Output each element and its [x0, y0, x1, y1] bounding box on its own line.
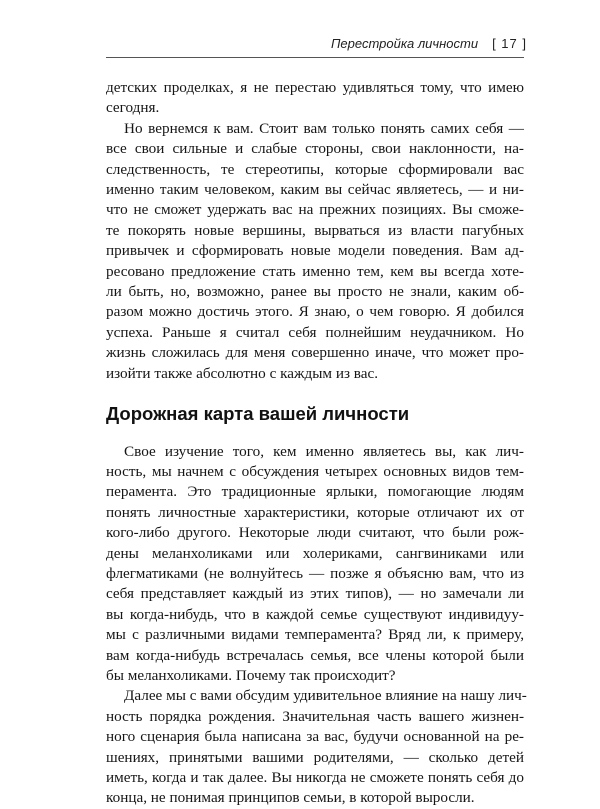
text-line: бы меланхоликами. Почему так происходит? — [106, 666, 396, 684]
paragraph — [106, 119, 524, 384]
text-line: конца, не понимая принципов семьи, в которой выросли. — [106, 789, 475, 807]
text-line: ного сценария была написана за вас, будучи основанной на ре- — [106, 728, 524, 746]
text-line: привычек и сформировать новые модели поведения. Вам ад- — [106, 242, 524, 260]
text-line: сегодня. — [106, 99, 160, 117]
text-line: вам когда-нибудь встречалась семья, все члены которой были — [106, 646, 524, 664]
text-line: перамента. Это традиционные ярлыки, помогающие людям — [106, 483, 524, 501]
section-heading: Дорожная карта вашей личности — [106, 403, 410, 425]
running-head — [331, 36, 527, 51]
text-line: разом можно достичь этого. Я знаю, о чем говорю. Я добился — [106, 303, 524, 321]
text-line: ность порядка рождения. Значительная часть вашего жизнен- — [106, 707, 524, 725]
text-line: успеха. Раньше я считал себя полнейшим неудачником. Но — [106, 323, 524, 341]
text-line: что не сможет удержать вас на прежних позициях. Вы сможе- — [106, 201, 524, 219]
paragraph — [106, 442, 524, 687]
text-line: следственность, те стереотипы, которые сформировали вас — [106, 160, 524, 178]
text-line: ность, мы начнем с обсуждения четырех основных видов тем- — [106, 462, 524, 480]
text-line: флегматиками (не волнуйтесь — позже я объясню вам, что из — [106, 564, 524, 582]
text-line: мы с различными видами темперамента? Вряд ли, к примеру, — [106, 626, 524, 644]
text-line: иметь, когда и так далее. Вы никогда не сможете понять себя до — [106, 769, 524, 786]
page-number: [ 17 ] — [492, 36, 527, 51]
text-line: жизнь сложилась для меня совершенно иначе, что может про- — [106, 344, 524, 362]
text-line: ресовано предложение стать именно тем, кем вы всегда хоте- — [106, 262, 524, 280]
text-line: шениях, принятыми вашими родителями, — сколько детей — [106, 748, 524, 766]
text-line: именно таким человеком, каким вы сейчас являетесь, — и ни- — [106, 181, 524, 199]
body-text — [106, 78, 527, 809]
text-line: кого-либо другого. Некоторые люди считают, что были рож- — [106, 524, 524, 542]
text-line: Свое изучение того, кем именно являетесь вы, как лич- — [124, 442, 524, 460]
header-rule — [106, 57, 524, 58]
running-head-title: Перестройка личности — [331, 36, 479, 51]
text-line: Но вернемся к вам. Стоит вам только понять самих себя — — [124, 119, 524, 137]
text-line: дены меланхоликами или холериками, сангвиниками или — [106, 544, 524, 562]
text-line: ли быть, но, возможно, ранее вы просто не знали, каким об- — [106, 283, 524, 301]
text-line: детских проделках, я не перестаю удивляться тому, что имею — [106, 79, 524, 96]
text-line: себя представляет каждый из этих типов), — но замечали ли — [106, 585, 524, 603]
text-line: те покорять новые вершины, вырваться из власти пагубных — [106, 221, 524, 239]
text-line: изойти также абсолютно с каждым из вас. — [106, 364, 379, 382]
paragraph — [106, 686, 527, 808]
text-line: Далее мы с вами обсудим удивительное влияние на нашу лич- — [124, 687, 527, 705]
paragraph — [106, 78, 524, 119]
text-line: вы когда-нибудь, что в каждой семье существуют индивидуу- — [106, 605, 524, 623]
text-line: понять личностные характеристики, которые отличают их от — [106, 503, 524, 521]
text-line: все свои сильные и слабые стороны, свои наклонности, на- — [106, 140, 524, 158]
